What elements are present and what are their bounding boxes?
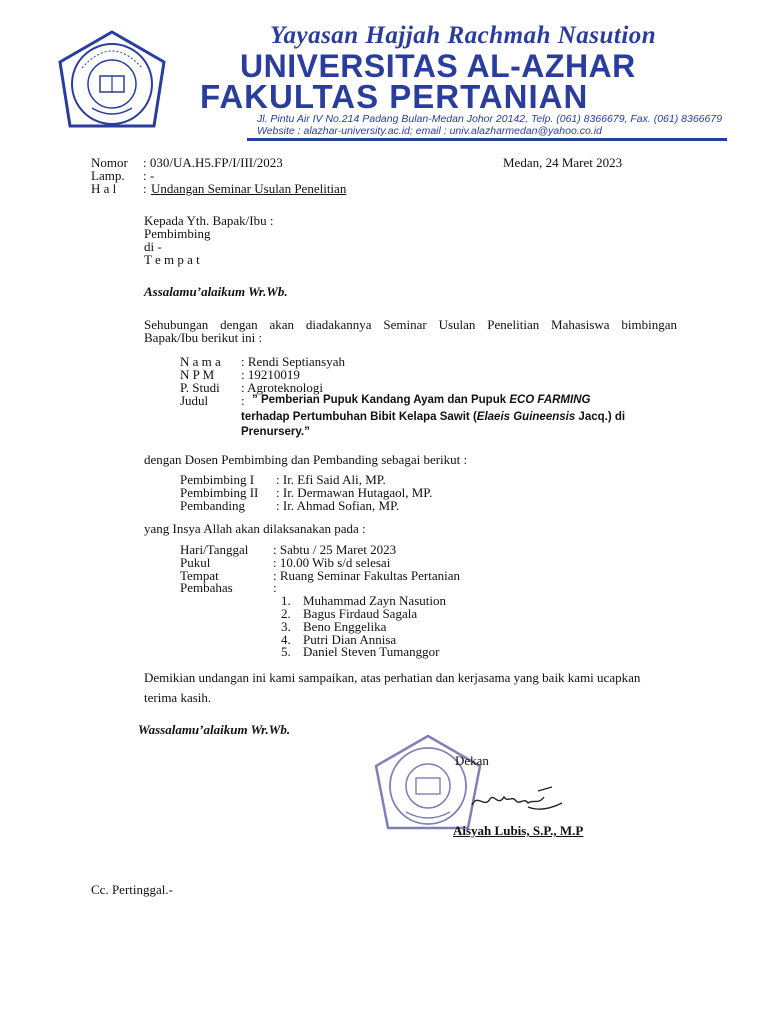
- official-stamp: [368, 730, 488, 838]
- lamp-value: : -: [143, 168, 155, 183]
- recipient-line1: Kepada Yth. Bapak/Ibu :: [144, 213, 274, 228]
- pembimbing1-value: : Ir. Efi Said Ali, MP.: [276, 472, 386, 487]
- thesis-title-line2: [241, 411, 625, 423]
- pembahas-name: Muhammad Zayn Nasution: [303, 593, 446, 608]
- greeting: Assalamu’alaikum Wr.Wb.: [144, 284, 288, 299]
- schedule-place-label: Tempat: [180, 568, 219, 583]
- student-judul-colon: :: [241, 393, 245, 408]
- thesis-title-line1-b: ECO FARMING: [509, 394, 591, 406]
- intro-line1: Sehubungan dengan akan diadakannya Seminar Usulan Penelitian Mahasiswa bimbingan: [144, 317, 677, 332]
- pembahas-name: Bagus Firdaud Sagala: [303, 606, 418, 621]
- pembahas-num: 4.: [281, 632, 291, 647]
- pembahas-colon: :: [273, 580, 277, 595]
- faculty-name: FAKULTAS PERTANIAN: [200, 78, 589, 115]
- closing-line2: terima kasih.: [144, 690, 212, 705]
- student-npm-value: : 19210019: [241, 367, 300, 382]
- thesis-title-line1-a: ” Pemberian Pupuk Kandang Ayam dan Pupuk: [252, 394, 510, 406]
- schedule-intro: yang Insya Allah akan dilaksanakan pada :: [144, 521, 366, 536]
- pembahas-num: 2.: [281, 606, 291, 621]
- recipient-line3: di -: [144, 239, 162, 254]
- schedule-time-value: : 10.00 Wib s/d selesai: [273, 555, 391, 570]
- student-name-value: : Rendi Septiansyah: [241, 354, 345, 369]
- pembanding-label: Pembanding: [180, 498, 245, 513]
- cc-line: Cc. Pertinggal.-: [91, 882, 173, 897]
- handwritten-signature: [468, 785, 568, 815]
- intro-line2: Bapak/Ibu berikut ini :: [144, 330, 263, 345]
- schedule-time-label: Pukul: [180, 555, 211, 570]
- pembimbing2-value: : Ir. Dermawan Hutagaol, MP.: [276, 485, 433, 500]
- schedule-day-value: : Sabtu / 25 Maret 2023: [273, 542, 397, 557]
- letterhead-website: Website : alazhar-university.ac.id; email : univ.alazharmedan@yahoo.co.id: [257, 125, 602, 137]
- pembahas-num: 1.: [281, 593, 291, 608]
- letterhead-rule: [247, 138, 727, 141]
- pembahas-name: Daniel Steven Tumanggor: [303, 644, 440, 659]
- closing-salam: Wassalamu’alaikum Wr.Wb.: [138, 722, 291, 737]
- nomor-label: Nomor: [91, 155, 128, 170]
- pembanding-value: : Ir. Ahmad Sofian, MP.: [276, 498, 400, 513]
- thesis-title-line2-a: terhadap Pertumbuhan Bibit Kelapa Sawit (: [241, 411, 477, 423]
- signature-role: Dekan: [455, 753, 489, 768]
- student-prodi-value: : Agroteknologi: [241, 380, 323, 395]
- thesis-title-line3: Prenursery.”: [241, 426, 310, 438]
- letter-date: Medan, 24 Maret 2023: [503, 155, 623, 170]
- nomor-value: : 030/UA.H5.FP/I/III/2023: [143, 155, 283, 170]
- thesis-title-line1: [252, 394, 590, 406]
- pembahas-num: 3.: [281, 619, 291, 634]
- schedule-day-label: Hari/Tanggal: [180, 542, 249, 557]
- recipient-line2: Pembimbing: [144, 226, 211, 241]
- university-name: UNIVERSITAS AL-AZHAR: [240, 48, 636, 84]
- foundation-name: Yayasan Hajjah Rachmah Nasution: [270, 22, 657, 49]
- student-prodi-label: P. Studi: [180, 380, 220, 395]
- student-npm-label: N P M: [180, 367, 215, 382]
- student-judul-label: Judul: [180, 393, 209, 408]
- thesis-title-line2-c: Jacq.) di: [575, 411, 626, 423]
- pembahas-label: Pembahas: [180, 580, 233, 595]
- pembahas-name: Beno Enggelika: [303, 619, 387, 634]
- schedule-place-value: : Ruang Seminar Fakultas Pertanian: [273, 568, 461, 583]
- lamp-label: Lamp.: [91, 168, 125, 183]
- pembahas-list-item: [281, 644, 440, 660]
- hal-value: Undangan Seminar Usulan Penelitian: [151, 181, 347, 196]
- university-seal-logo: [52, 28, 172, 138]
- dosen-intro: dengan Dosen Pembimbing dan Pembanding sebagai berikut :: [144, 452, 468, 467]
- student-name-label: N a m a: [180, 354, 221, 369]
- closing-line1: Demikian undangan ini kami sampaikan, atas perhatian dan kerjasama yang baik kami ucapkan: [144, 670, 641, 685]
- letterhead-address: Jl. Pintu Air IV No.214 Padang Bulan-Medan Johor 20142, Telp. (061) 8366679, Fax. (061) 8366679: [257, 113, 723, 125]
- pembahas-name: Putri Dian Annisa: [303, 632, 397, 647]
- hal-label: H a l: [91, 181, 117, 196]
- pembimbing1-label: Pembimbing I: [180, 472, 255, 487]
- pembimbing2-label: Pembimbing II: [180, 485, 259, 500]
- recipient-line4: T e m p a t: [144, 252, 200, 267]
- hal-colon: :: [143, 181, 147, 196]
- thesis-title-line2-b: Elaeis Guineensis: [476, 411, 576, 423]
- signatory-name: Aisyah Lubis, S.P., M.P: [453, 823, 584, 838]
- pembahas-num: 5.: [281, 644, 291, 659]
